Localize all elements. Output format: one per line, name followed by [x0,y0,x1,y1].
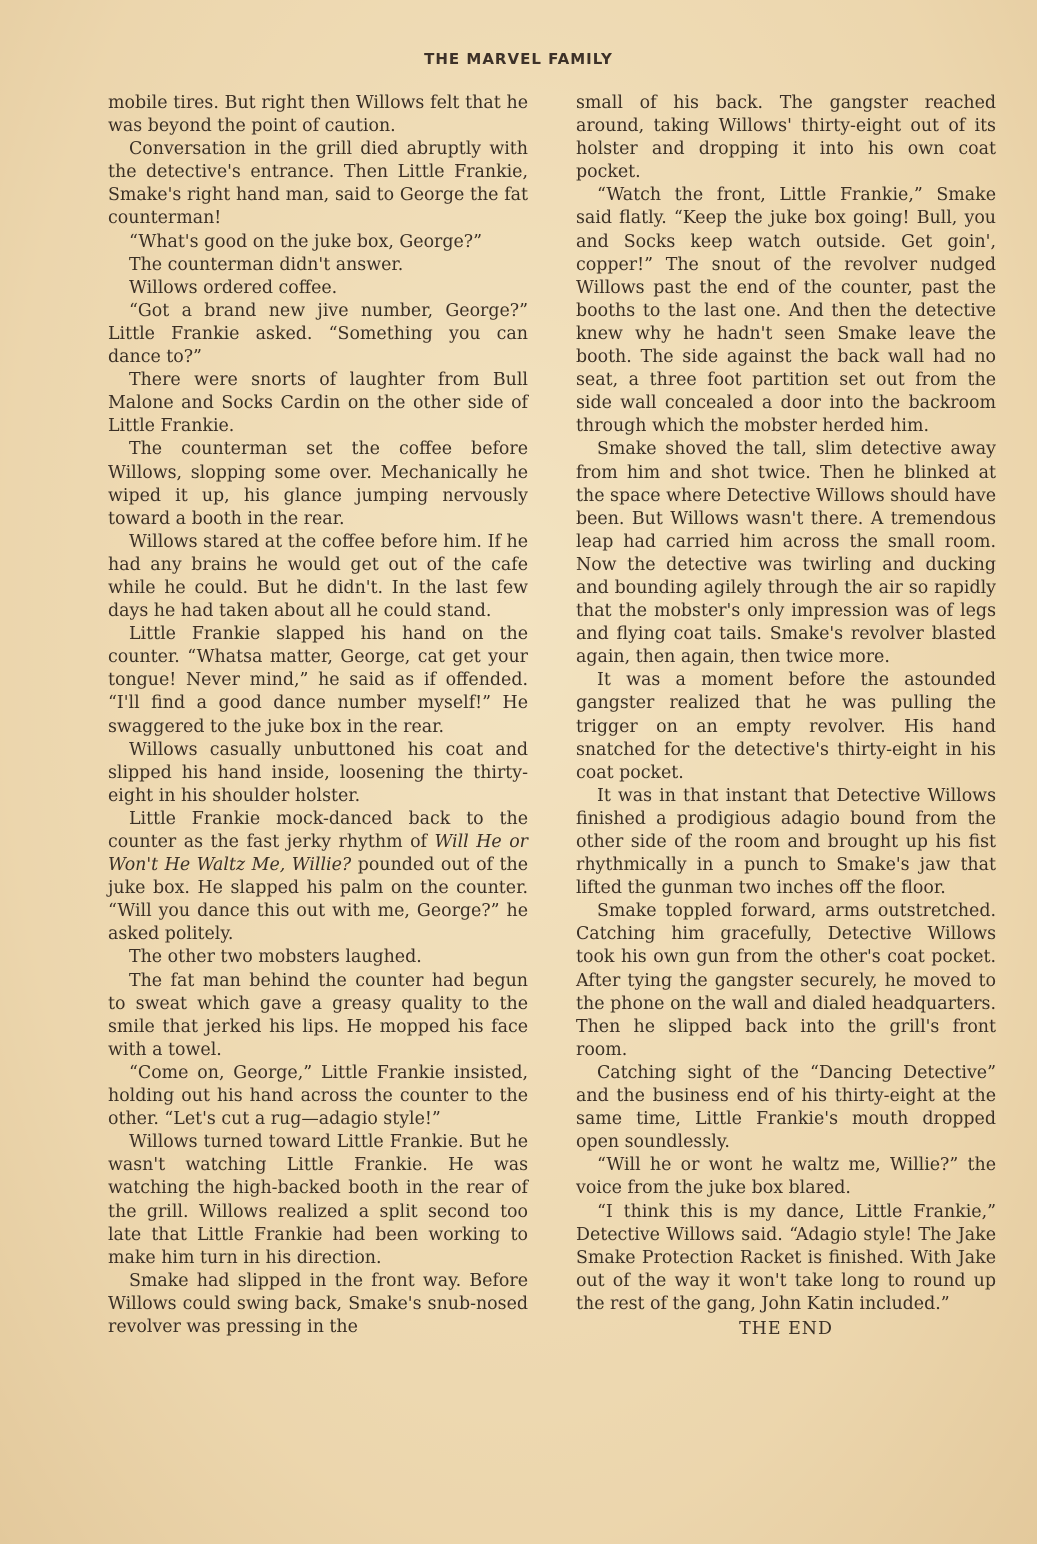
song-text-before: Little Frankie mock-danced back to the counter as the fast jerky rhythm of [108,808,528,852]
paragraph: Smake toppled forward, arms outstretched. Catching him gracefully, Detective Willows took his own gun from the other's coat pocket. After tying the gangster securely, he moved to the phone on the wall and dialed headquarters. Then he slipped back into the grill's front room. [576,901,996,1060]
paragraph: There were snorts of laughter from Bull Malone and Socks Cardin on the other side of Little Frankie. [108,370,528,437]
paragraph: small of his back. The gangster reached around, taking Willows' thirty-eight out of its holster and dropping it into his own coat pocket. [576,93,996,183]
the-end: THE END [739,1318,833,1339]
paragraph: “Come on, George,” Little Frankie insisted, holding out his hand across the counter to the other. “Let's cut a rug—adagio style!” [108,1062,528,1130]
paragraph: Conversation in the grill died abruptly with the detective's entrance. Then Little Frankie, Smake's right hand man, said to George the fat counterman! [108,139,528,229]
paragraph: Smake had slipped in the front way. Before Willows could swing back, Smake's snub-nosed revolver was pressing in the [108,1270,528,1337]
paragraph: Catching sight of the “Dancing Detective” and the business end of his thirty-eight at the same time, Little Frankie's mouth dropped open soundlessly. [576,1062,996,1153]
paragraph: mobile tires. But right then Willows felt that he was beyond the point of caution. [108,93,528,137]
paragraph: The counterman set the coffee before Willows, slopping some over. Mechanically he wiped it up, his glance jumping nervously toward a booth in the rear. [108,439,528,529]
paragraph: The fat man behind the counter had begun to sweat which gave a greasy quality to the smile that jerked his lips. He mopped his face with a towel. [108,970,528,1060]
paragraph: “Watch the front, Little Frankie,” Smake said flatly. “Keep the juke box going! Bull, you and Socks keep watch outside. Get goin', copper!” The snout of the revolver nudged Willows past the end of the counter, past the booths to the last one. And then the detective knew why he hadn't seen Smake leave the booth. The side against the back wall had no seat, a three foot partition set out from the side wall concealed a door into the backroom through which the mobster herded him. [576,185,996,437]
song-title: Will He or Won't He Waltz Me, Willie? [108,832,528,876]
paragraph: The counterman didn't answer. [129,254,404,275]
paragraph: It was a moment before the astounded gangster realized that he was pulling the trigger on an empty revolver. His hand snatched for the detective's thirty-eight in his coat pocket. [576,670,996,783]
paragraph: It was in that instant that Detective Willows finished a prodigious adagio bound from the other side of the room and brought up his fist rhythmically in a punch to Smake's jaw that lifted the gunman two inches off the floor. [576,785,996,899]
paragraph: Smake shoved the tall, slim detective away from him and shot twice. Then he blinked at the space where Detective Willows should have been. But Willows wasn't there. A tremendous leap had carried him across the small room. Now the detective was twirling and ducking and bounding agilely through the air so rapidly that the mobster's only impression was of legs and flying coat tails. Smake's revolver blasted again, then again, then twice more. [576,439,996,668]
paragraph: Willows stared at the coffee before him. If he had any brains he would get out of the cafe while he could. But he didn't. In the last few days he had taken about all he could stand. [108,531,528,622]
song-text-after: pounded out of the juke box. He slapped his palm on the counter. “Will you dance this out with me, George?” he asked politely. [108,855,528,945]
left-column [108,92,528,1339]
paragraph: “Got a brand new jive number, George?” Little Frankie asked. “Something you can dance to?” [108,300,528,368]
song-paragraph [108,808,528,947]
page-header: THE MARVEL FAMILY [424,50,613,68]
paragraph: “Will he or wont he waltz me, Willie?” the voice from the juke box blared. [576,1155,996,1199]
paragraph: Willows turned toward Little Frankie. But he wasn't watching Little Frankie. He was watching the high-backed booth in the rear of the grill. Willows realized a split second too late that Little Frankie had been working to make him turn in his direction. [108,1132,528,1268]
right-column [576,92,996,1341]
paragraph: Willows ordered coffee. [129,277,338,298]
paragraph: Willows casually unbuttoned his coat and slipped his hand inside, loosening the thirty-eight in his shoulder holster. [108,739,528,806]
paragraph: “I think this is my dance, Little Frankie,” Detective Willows said. “Adagio style! The Jake Smake Protection Racket is finished. With Jake out of the way it won't take long to round up the rest of the gang, John Katin included.” [576,1201,996,1314]
paragraph: Little Frankie slapped his hand on the counter. “Whatsa matter, George, cat get your tongue! Never mind,” he said as if offended. “I'll find a good dance number myself!” He swaggered to the juke box in the rear. [108,624,528,737]
paragraph: “What's good on the juke box, George?” [129,231,483,252]
paragraph: The other two mobsters laughed. [129,947,422,968]
